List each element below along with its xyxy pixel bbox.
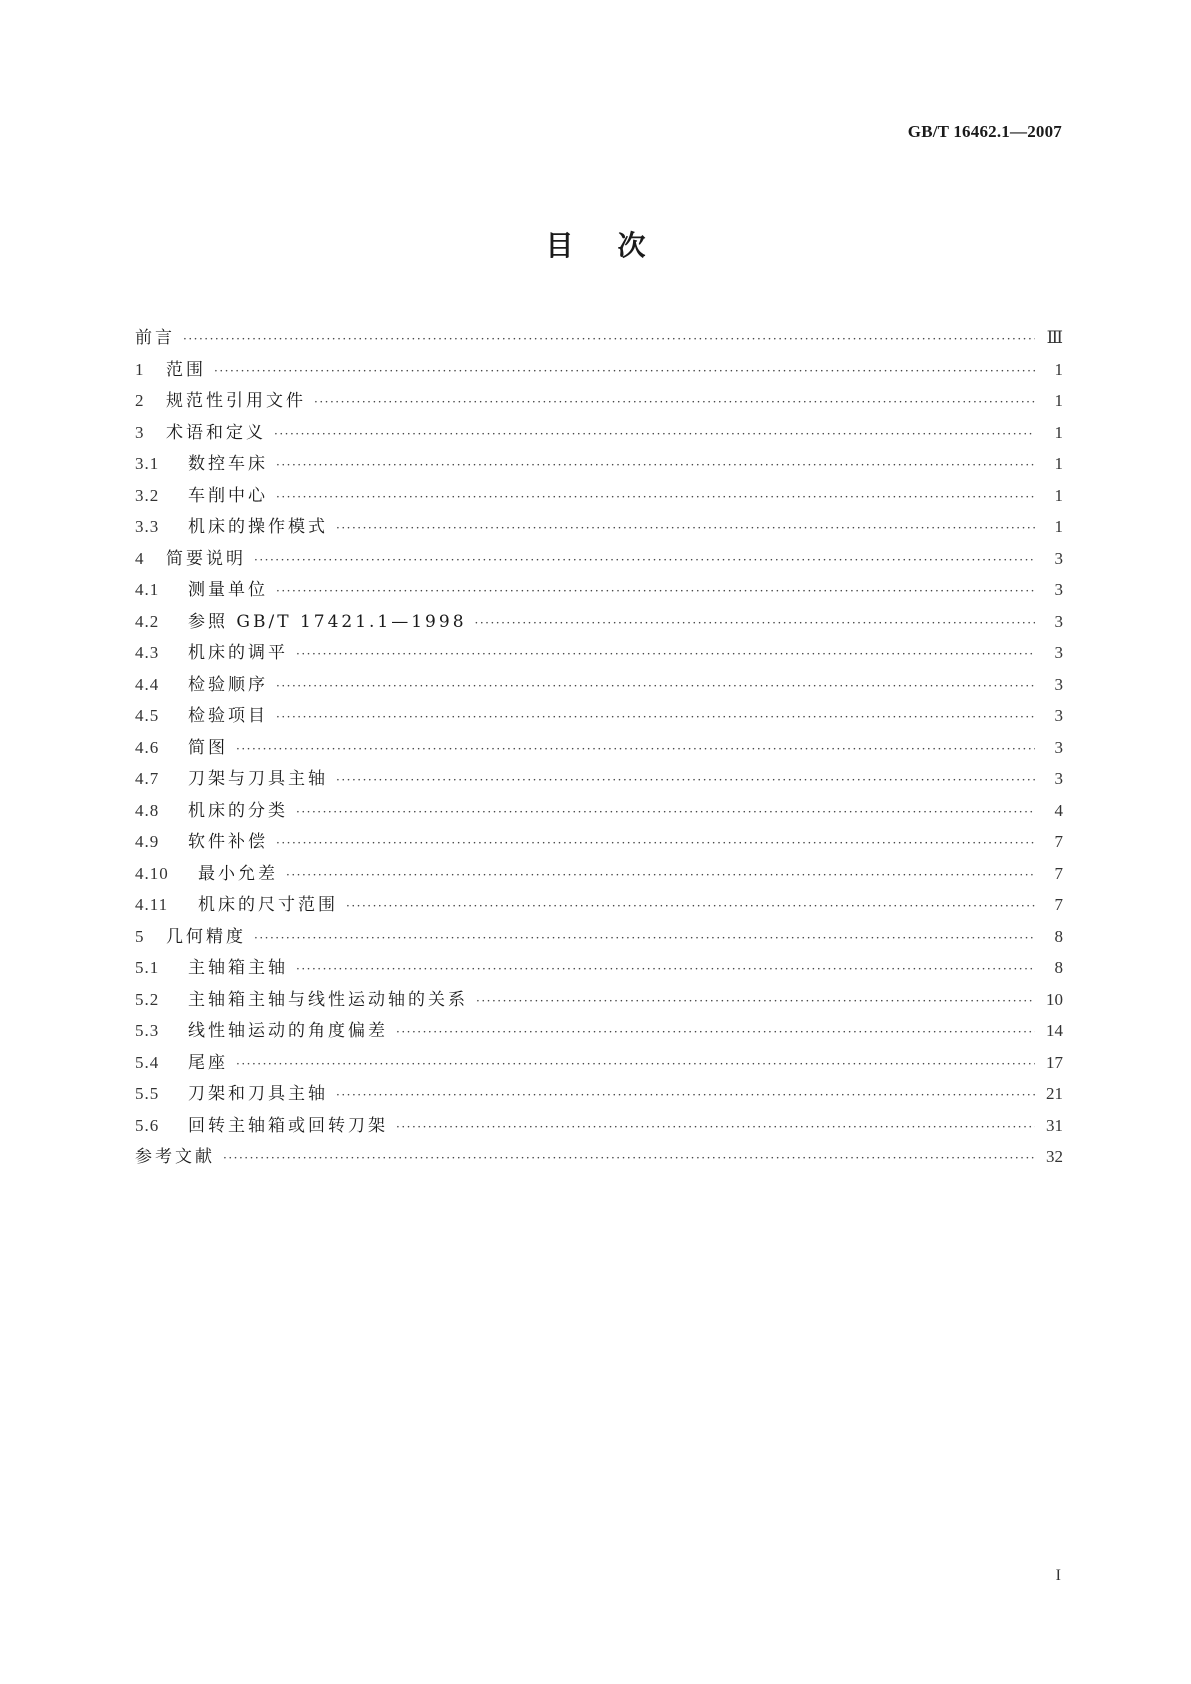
toc-entry-label: 尾座 xyxy=(188,1052,228,1073)
toc-entry-page: 8 xyxy=(1054,958,1063,977)
toc-entry-number: 4.8 xyxy=(135,800,160,820)
toc-entry[interactable] xyxy=(135,610,1063,642)
toc-dot-leader xyxy=(236,737,1035,761)
toc-entry-page: 3 xyxy=(1054,769,1063,788)
toc-entry[interactable] xyxy=(135,358,1063,390)
toc-entry[interactable] xyxy=(135,830,1063,862)
toc-dot-leader xyxy=(475,611,1035,635)
toc-entry-page: 32 xyxy=(1046,1147,1063,1166)
toc-entry-page: 31 xyxy=(1046,1115,1063,1135)
toc-dot-leader xyxy=(276,453,1035,477)
toc-entry-label: 主轴箱主轴 xyxy=(188,958,288,978)
toc-entry-number: 3 xyxy=(135,422,145,442)
toc-entry[interactable] xyxy=(135,673,1063,705)
toc-entry[interactable] xyxy=(135,767,1063,799)
toc-entry-page: 4 xyxy=(1054,800,1063,820)
toc-entry[interactable] xyxy=(135,578,1063,610)
toc-dot-leader xyxy=(296,957,1035,981)
toc-entry-number: 4.4 xyxy=(135,674,160,694)
toc-entry[interactable] xyxy=(135,326,1063,358)
toc-entry-label: 数控车床 xyxy=(188,454,268,474)
toc-dot-leader xyxy=(336,1083,1035,1107)
toc-dot-leader xyxy=(296,800,1035,824)
toc-entry-number: 4.6 xyxy=(135,737,160,757)
toc-entry-label: 范围 xyxy=(166,359,206,380)
toc-entry-number: 5.2 xyxy=(135,989,160,1009)
toc-entry-label: 软件补偿 xyxy=(188,832,268,852)
toc-entry-number: 5.5 xyxy=(135,1084,160,1103)
table-of-contents xyxy=(135,326,1063,1177)
page-title: 目次 xyxy=(545,229,690,262)
toc-entry-label: 机床的尺寸范围 xyxy=(198,895,338,915)
toc-entry-label: 机床的调平 xyxy=(188,643,288,663)
toc-entry-number: 4 xyxy=(135,548,145,568)
toc-entry[interactable] xyxy=(135,1145,1063,1177)
toc-entry[interactable] xyxy=(135,484,1063,516)
toc-entry-label: 参考文献 xyxy=(135,1147,215,1167)
toc-entry-page: Ⅲ xyxy=(1046,328,1063,347)
standard-code: GB/T 16462.1—2007 xyxy=(907,122,1062,141)
toc-entry-label: 参照 GB/T 17421.1—1998 xyxy=(188,611,467,632)
toc-dot-leader xyxy=(396,1020,1035,1044)
toc-entry-page: 3 xyxy=(1054,643,1063,662)
toc-entry-number: 4.11 xyxy=(135,895,169,914)
toc-dot-leader xyxy=(254,548,1035,572)
toc-dot-leader xyxy=(254,926,1035,950)
toc-entry-number: 3.2 xyxy=(135,485,160,505)
toc-dot-leader xyxy=(314,390,1035,414)
toc-dot-leader xyxy=(214,359,1035,383)
toc-entry-label: 测量单位 xyxy=(188,580,268,600)
toc-entry-number: 3.3 xyxy=(135,517,160,536)
toc-entry-page: 1 xyxy=(1054,359,1063,379)
toc-dot-leader xyxy=(223,1146,1035,1170)
toc-entry-page: 3 xyxy=(1054,611,1063,631)
toc-dot-leader xyxy=(236,1052,1035,1076)
toc-entry-number: 5 xyxy=(135,926,145,946)
toc-entry-label: 最小允差 xyxy=(198,863,278,884)
toc-dot-leader xyxy=(276,485,1035,509)
toc-entry-number: 4.5 xyxy=(135,706,160,725)
toc-dot-leader xyxy=(274,422,1035,446)
toc-entry[interactable] xyxy=(135,1051,1063,1083)
toc-entry-label: 机床的操作模式 xyxy=(188,517,328,537)
toc-entry-page: 1 xyxy=(1054,422,1063,442)
toc-entry-page: 21 xyxy=(1046,1084,1063,1103)
toc-entry-number: 3.1 xyxy=(135,454,160,473)
toc-entry-label: 刀架和刀具主轴 xyxy=(188,1084,328,1104)
toc-entry[interactable] xyxy=(135,421,1063,453)
toc-entry-number: 5.3 xyxy=(135,1021,160,1040)
toc-entry-number: 5.1 xyxy=(135,958,160,977)
toc-entry[interactable] xyxy=(135,1082,1063,1114)
toc-dot-leader xyxy=(396,1115,1035,1139)
toc-entry-label: 术语和定义 xyxy=(166,422,266,443)
toc-dot-leader xyxy=(276,831,1035,855)
toc-entry[interactable] xyxy=(135,1114,1063,1146)
toc-entry[interactable] xyxy=(135,956,1063,988)
toc-dot-leader xyxy=(276,705,1035,729)
toc-entry-label: 车削中心 xyxy=(188,485,268,506)
toc-entry-label: 检验项目 xyxy=(188,706,268,726)
toc-entry[interactable] xyxy=(135,736,1063,768)
toc-entry[interactable] xyxy=(135,893,1063,925)
toc-dot-leader xyxy=(296,642,1035,666)
toc-entry-number: 1 xyxy=(135,359,145,379)
toc-dot-leader xyxy=(346,894,1035,918)
toc-dot-leader xyxy=(336,768,1035,792)
toc-entry[interactable] xyxy=(135,547,1063,579)
toc-entry-label: 几何精度 xyxy=(166,926,246,947)
toc-dot-leader xyxy=(276,579,1035,603)
toc-entry[interactable] xyxy=(135,389,1063,421)
toc-entry[interactable] xyxy=(135,452,1063,484)
toc-entry-page: 3 xyxy=(1054,737,1063,757)
toc-entry-page: 17 xyxy=(1046,1052,1063,1072)
toc-entry[interactable] xyxy=(135,862,1063,894)
toc-entry[interactable] xyxy=(135,704,1063,736)
toc-entry-number: 2 xyxy=(135,391,145,410)
toc-entry-page: 7 xyxy=(1054,895,1063,914)
toc-entry-label: 刀架与刀具主轴 xyxy=(188,769,328,789)
toc-entry-number: 4.3 xyxy=(135,643,160,662)
toc-dot-leader xyxy=(476,989,1035,1013)
toc-entry[interactable] xyxy=(135,799,1063,831)
toc-entry-page: 14 xyxy=(1046,1021,1063,1040)
toc-entry-number: 4.2 xyxy=(135,611,160,631)
toc-entry-page: 1 xyxy=(1054,485,1063,505)
toc-entry-page: 1 xyxy=(1054,454,1063,473)
toc-entry-number: 4.7 xyxy=(135,769,160,788)
toc-entry-page: 3 xyxy=(1054,548,1063,568)
toc-dot-leader xyxy=(336,516,1035,540)
toc-entry-number: 5.6 xyxy=(135,1115,160,1135)
toc-dot-leader xyxy=(183,327,1035,351)
toc-entry-page: 3 xyxy=(1054,706,1063,725)
toc-entry-label: 简图 xyxy=(188,737,228,758)
toc-entry-page: 3 xyxy=(1054,674,1063,694)
toc-entry-page: 3 xyxy=(1054,580,1063,599)
toc-dot-leader xyxy=(276,674,1035,698)
toc-entry-number: 4.9 xyxy=(135,832,160,851)
toc-dot-leader xyxy=(286,863,1035,887)
toc-entry[interactable] xyxy=(135,641,1063,673)
toc-entry-label: 规范性引用文件 xyxy=(166,391,306,411)
toc-entry[interactable] xyxy=(135,925,1063,957)
toc-entry-label: 前言 xyxy=(135,328,175,348)
page-number: I xyxy=(1055,1567,1061,1584)
toc-entry[interactable] xyxy=(135,515,1063,547)
toc-entry-page: 7 xyxy=(1054,832,1063,851)
toc-entry-label: 机床的分类 xyxy=(188,800,288,821)
toc-entry-page: 10 xyxy=(1046,989,1063,1009)
toc-entry[interactable] xyxy=(135,1019,1063,1051)
toc-entry-label: 主轴箱主轴与线性运动轴的关系 xyxy=(188,989,468,1010)
toc-entry-label: 简要说明 xyxy=(166,548,246,569)
toc-entry[interactable] xyxy=(135,988,1063,1020)
toc-entry-page: 8 xyxy=(1054,926,1063,946)
toc-entry-label: 回转主轴箱或回转刀架 xyxy=(188,1115,388,1136)
toc-entry-page: 1 xyxy=(1054,391,1063,410)
toc-entry-page: 7 xyxy=(1054,863,1063,883)
toc-entry-label: 检验顺序 xyxy=(188,674,268,695)
toc-entry-label: 线性轴运动的角度偏差 xyxy=(188,1021,388,1041)
toc-entry-page: 1 xyxy=(1054,517,1063,536)
toc-entry-number: 4.1 xyxy=(135,580,160,599)
toc-entry-number: 4.10 xyxy=(135,863,169,883)
toc-entry-number: 5.4 xyxy=(135,1052,160,1072)
